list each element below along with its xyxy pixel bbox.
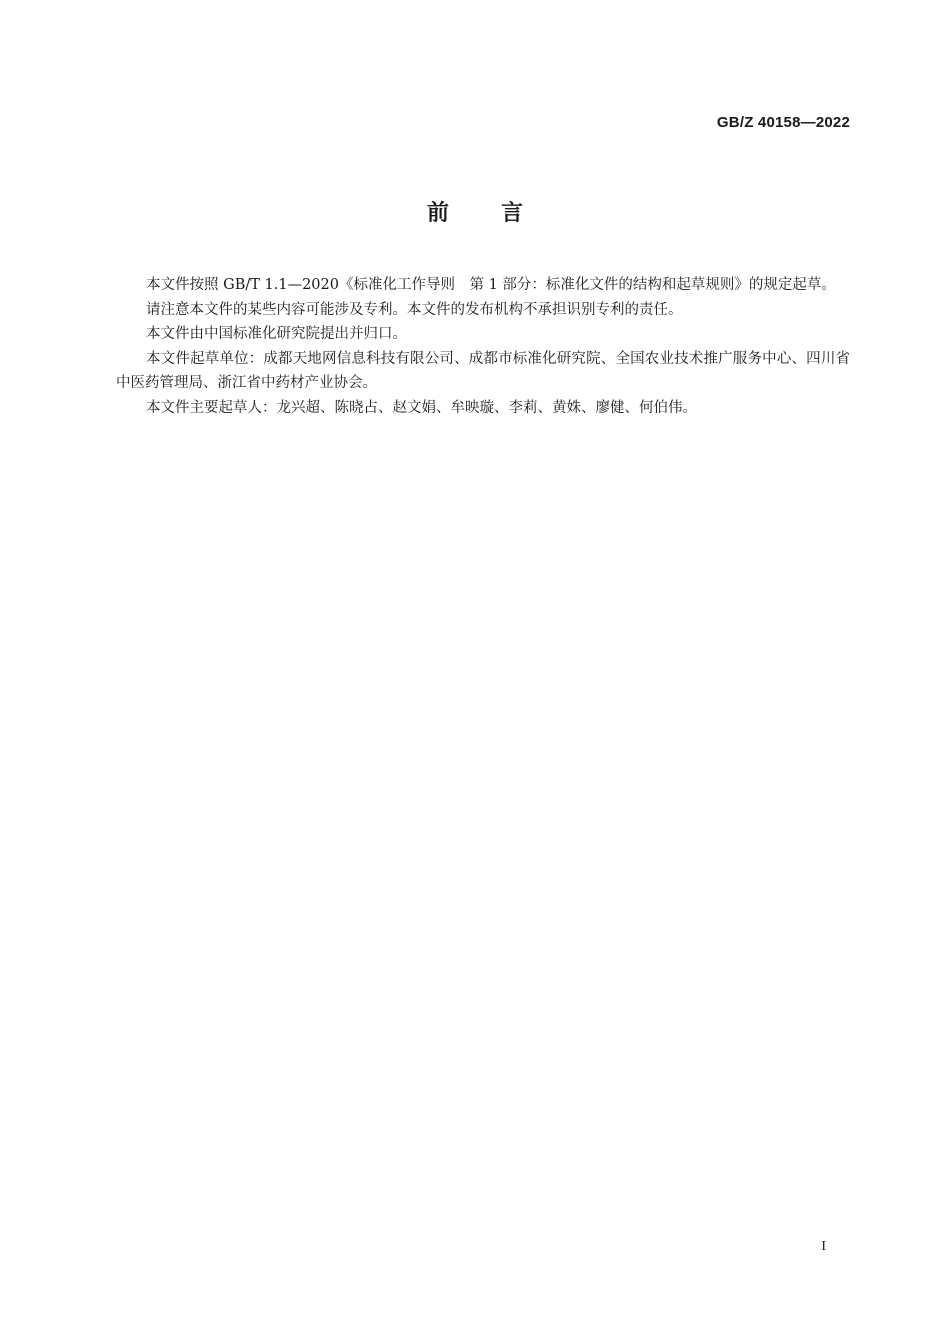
document-number: GB/Z 40158—2022 [716, 114, 850, 131]
paragraph-drafters: 本文件主要起草人：龙兴超、陈晓占、赵文娟、牟映璇、李莉、黄姝、廖健、何伯伟。 [146, 399, 697, 416]
page-title [0, 196, 950, 227]
foreword-body [116, 273, 850, 420]
paragraph-drafting-rules: 本文件按照 GB/T 1.1—2020《标准化工作导则 第 1 部分：标准化文件的结构和起草规则》的规定起草。 [146, 277, 836, 293]
paragraph-proposer: 本文件由中国标准化研究院提出并归口。 [146, 326, 407, 342]
page-number: I [821, 1239, 826, 1254]
paragraph-drafting-units: 本文件起草单位：成都天地网信息科技有限公司、成都市标准化研究院、全国农业技术推广服务中心、四川省中医药管理局、浙江省中药材产业协会。 [116, 350, 850, 391]
paragraph-patent-notice: 请注意本文件的某些内容可能涉及专利。本文件的发布机构不承担识别专利的责任。 [146, 301, 683, 318]
title-char-1: 前 [426, 201, 449, 226]
title-char-2: 言 [501, 201, 524, 226]
